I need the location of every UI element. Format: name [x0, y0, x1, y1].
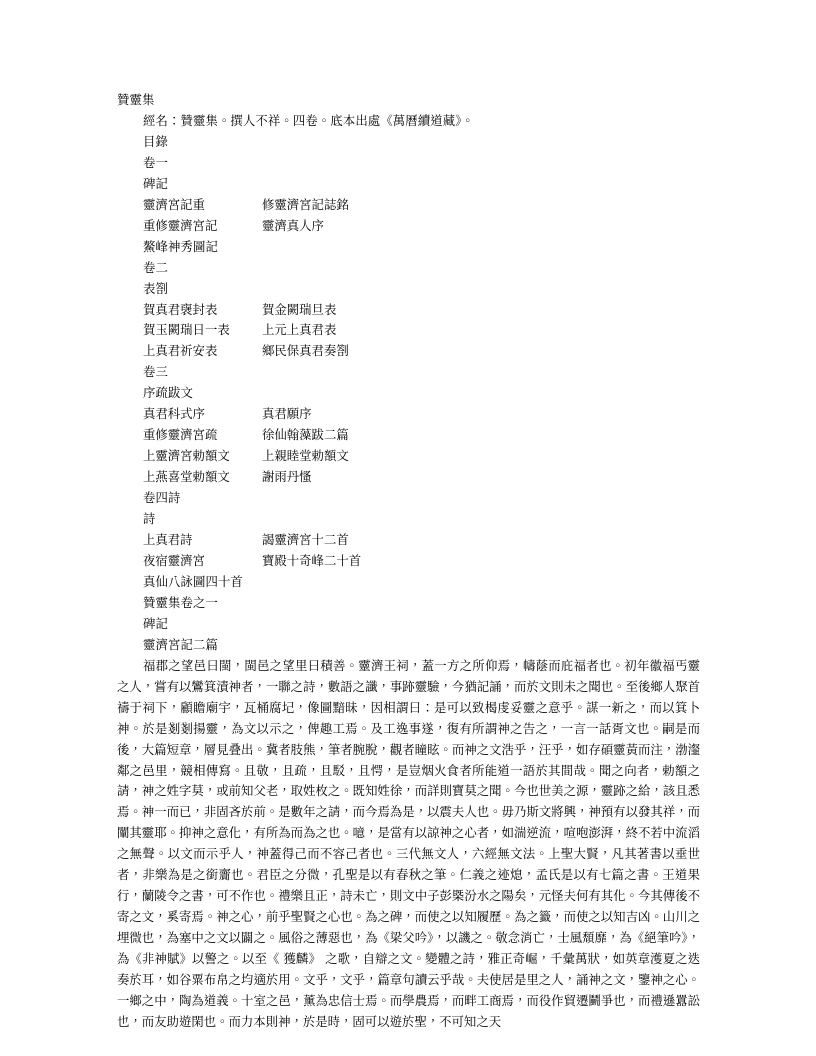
toc-row [143, 551, 700, 572]
toc-row [143, 467, 700, 488]
toc-entry-left[interactable]: 賀真君襃封表 [143, 301, 218, 317]
toc-row [143, 341, 700, 362]
section-heading-juan-4: 卷四詩 [143, 490, 181, 506]
toc-row [143, 300, 700, 321]
toc-row [143, 446, 700, 467]
toc-entry-left[interactable]: 靈濟宮記重 [143, 196, 205, 212]
document-body [117, 90, 700, 1033]
section-heading-juan-1: 卷一 [143, 154, 168, 170]
toc-row [143, 530, 700, 551]
toc-entry-right[interactable]: 徐仙翰藻跋二篇 [262, 427, 349, 443]
document-title: 贊靈集 [117, 92, 155, 107]
volume-heading: 贊靈集卷之一 [143, 594, 218, 610]
toc-row [143, 195, 700, 216]
toc-entry-left[interactable]: 賀玉闕瑞日一表 [143, 322, 230, 338]
toc-entry-single[interactable]: 真仙八詠圖四十首 [143, 573, 243, 589]
toc-entry-right[interactable]: 真君願序 [262, 406, 312, 422]
toc-entry-left[interactable]: 重修靈濟宮疏 [143, 427, 218, 443]
toc-entry-right[interactable]: 上親睦堂勅額文 [262, 448, 349, 464]
toc-entry-left[interactable]: 上燕喜堂勅額文 [143, 469, 230, 485]
toc-entry-left[interactable]: 重修靈濟宮記 [143, 217, 218, 233]
toc-entry-right[interactable]: 上元上真君表 [262, 322, 337, 338]
toc-entry-left[interactable]: 真君科式序 [143, 406, 205, 422]
toc-row [143, 320, 700, 341]
toc-entry-right[interactable]: 謁靈濟宮十二首 [262, 532, 349, 548]
section-heading-juan-3: 卷三 [143, 364, 168, 380]
toc-entry-right[interactable]: 修靈濟宮記誌銘 [262, 196, 349, 212]
section-subheading-biaozha: 表劄 [143, 280, 168, 296]
toc-row [143, 404, 700, 425]
section-subheading-shi: 詩 [143, 511, 156, 527]
toc-entry-left[interactable]: 上真君詩 [143, 532, 193, 548]
toc-entry-right[interactable]: 鄉民保真君奏劄 [262, 343, 349, 359]
section-subheading-xushubawen: 序疏跋文 [143, 385, 193, 401]
toc-entry-right[interactable]: 寶殿十奇峰二十首 [262, 552, 362, 568]
volume-subheading-beiji: 碑記 [143, 615, 168, 631]
toc-entry-left[interactable]: 夜宿靈濟宮 [143, 552, 205, 568]
essay-title: 靈濟宮記二篇 [143, 636, 218, 652]
toc-entry-right[interactable]: 靈濟真人序 [262, 217, 324, 233]
toc-entry-right[interactable]: 賀金闕瑞旦表 [262, 301, 337, 317]
colophon-line: 經名：贊靈集。撰人不祥。四卷。底本出處《萬曆續道藏》。 [143, 112, 475, 128]
section-heading-juan-2: 卷二 [143, 259, 168, 275]
toc-row [143, 216, 700, 237]
toc-row [143, 425, 700, 446]
toc-entry-right[interactable]: 謝雨丹慅 [262, 469, 312, 485]
toc-heading: 目錄 [143, 133, 168, 149]
toc-entry-left[interactable]: 上真君祈安表 [143, 343, 218, 359]
toc-entry-left[interactable]: 上靈濟宮勅額文 [143, 448, 230, 464]
toc-entry-single[interactable]: 鰲峰神秀圖記 [143, 238, 218, 254]
body-paragraph: 福郡之望邑曰閩，閩邑之望里曰積善。靈濟王祠，蓋一方之所仰焉，幬蔭而庇福者也。初年徽福丐靈之人，嘗有以鸞箕漬神者，一聯之詩，數語之讖，事跡靈驗，今猶記誦，而於文則未之聞也。至後鄉人聚首禱于祠下，顧瞻廟宇，瓦桶腐圮，像圖黯昧，因相謂曰：是可以致楬虔妥靈之意乎。謀一新之，而以箕卜神。於是剗剗揚靈，為文以示之，俾趣工焉。及工逸事遂，復有所謂神之告之，一言一話胥文也。嗣是而後，大篇短章，層見叠出。冀者肢熊，筆者腕脫，觀者瞳眩。而神之文浩乎，汪乎，如存碩靈黃而注，渤瀣鄰之邑里，競相傳寫。且敬，且疏，且駁，且愕，是豈烟火食者所能道一語於其間哉。聞之向者，勅額之請，神之姓字莫，或前知父老，取姓枚之。既知姓徐，而詳則寶莫之聞。今也世美之源，靈跡之給，該且悉焉。神一而已，非固吝於前。是數年之請，而今焉為是，以震夫人也。毋乃斯文將興，神預有以發其祥，而闡其靈耶。抑神之意化，有所為而為之也。噫，是當有以諒神之心者，如湍逆流，喧咆澎湃，終不若中流滔之無聲。以文而示乎人，神蓋得己而不容己者也。三代無文人，六經無文法。上聖大賢，凡其著書以垂世者，非樂為是之銜齎也。君臣之分微，孔聖是以有春秋之筆。仁義之迹熄，孟氏是以有七篇之書。王道果行，蘭陵令之書，可不作也。禮樂且正，詩未亡，則文中子彭槩汾水之陽矣，元怪夫何有其化。今其傳後不寄之文，奚寄焉。神之心，前乎聖賢之心也。為之碑，而使之以知履歷。為之籤，而使之以知吉凶。山川之埋微也，為塞中之文以闢之。風俗之薄惡也，為《梁父吟》，以譏之。敬念消亡，士風頹靡，為《絕筆吟》，為《非神賦》以警之。以至《 獲麟》 之歌，自辯之文。變體之詩，雅正奇崛，千彙萬狀，如英章濩夏之迭奏於耳，如谷粟布帛之均適於用。文乎，文乎，篇章句讀云乎哉。夫使居是里之人，誦神之文，鑒神之心。一鄉之中，陶為道義。十室之邑，薰為忠信士焉。而學農焉，而畔工商焉，而役作貿遷鬭爭也，而禮遜囂訟也，而友助遊閑也。而力本則神，於是時，固可以遊於聖，不可知之天 [117, 657, 700, 1029]
section-subheading-beiji-1: 碑記 [143, 175, 168, 191]
